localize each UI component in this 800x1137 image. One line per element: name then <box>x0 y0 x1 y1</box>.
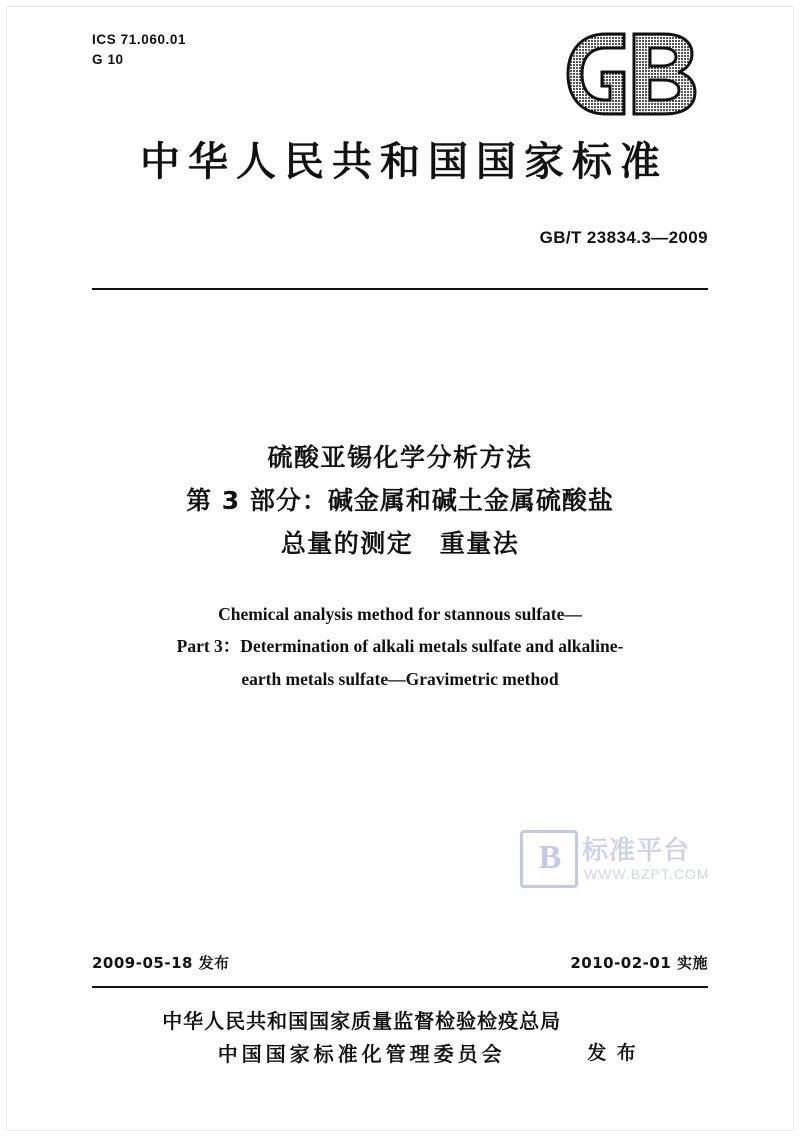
page-title: 中华人民共和国国家标准 <box>140 139 668 185</box>
divider-top <box>92 288 708 290</box>
english-title-line3: earth metals sulfate—Gravimetric method <box>241 668 559 689</box>
watermark-logo-icon: B <box>520 830 578 888</box>
chinese-title-line2: 第 3 部分：碱金属和碱土金属硫酸盐 <box>186 486 614 515</box>
classification-code: G 10 <box>92 51 124 67</box>
standard-number: GB/T 23834.3—2009 <box>539 228 708 247</box>
watermark-url: WWW.BZPT.COM <box>584 866 710 882</box>
chinese-title-line3: 总量的测定 重量法 <box>280 529 520 558</box>
publish-date: 2009-05-18 发布 <box>92 954 230 972</box>
issue-word: 发 布 <box>587 1042 638 1064</box>
issuer-block <box>92 1005 708 1071</box>
chinese-title-line1: 硫酸亚锡化学分析方法 <box>267 443 533 472</box>
implement-date: 2010-02-01 实施 <box>570 954 708 972</box>
english-title <box>70 598 730 695</box>
issuer-line1: 中华人民共和国国家质量监督检验检疫总局 <box>162 1009 562 1033</box>
issuer-line2: 中国国家标准化管理委员会 <box>217 1042 506 1066</box>
issuer-names <box>162 1005 561 1071</box>
ics-classification-block <box>92 30 186 69</box>
watermark <box>520 826 750 906</box>
english-title-line1: Chemical analysis method for stannous sulfate— <box>218 604 582 624</box>
english-title-line2: Part 3：Determination of alkali metals sulfate and alkaline- <box>176 636 624 657</box>
watermark-text: 标准平台 <box>582 836 691 866</box>
date-row <box>92 952 708 973</box>
divider-bottom <box>92 986 708 988</box>
chinese-title <box>60 436 740 565</box>
ics-code: ICS 71.060.01 <box>92 32 187 47</box>
gb-logo <box>558 28 718 120</box>
